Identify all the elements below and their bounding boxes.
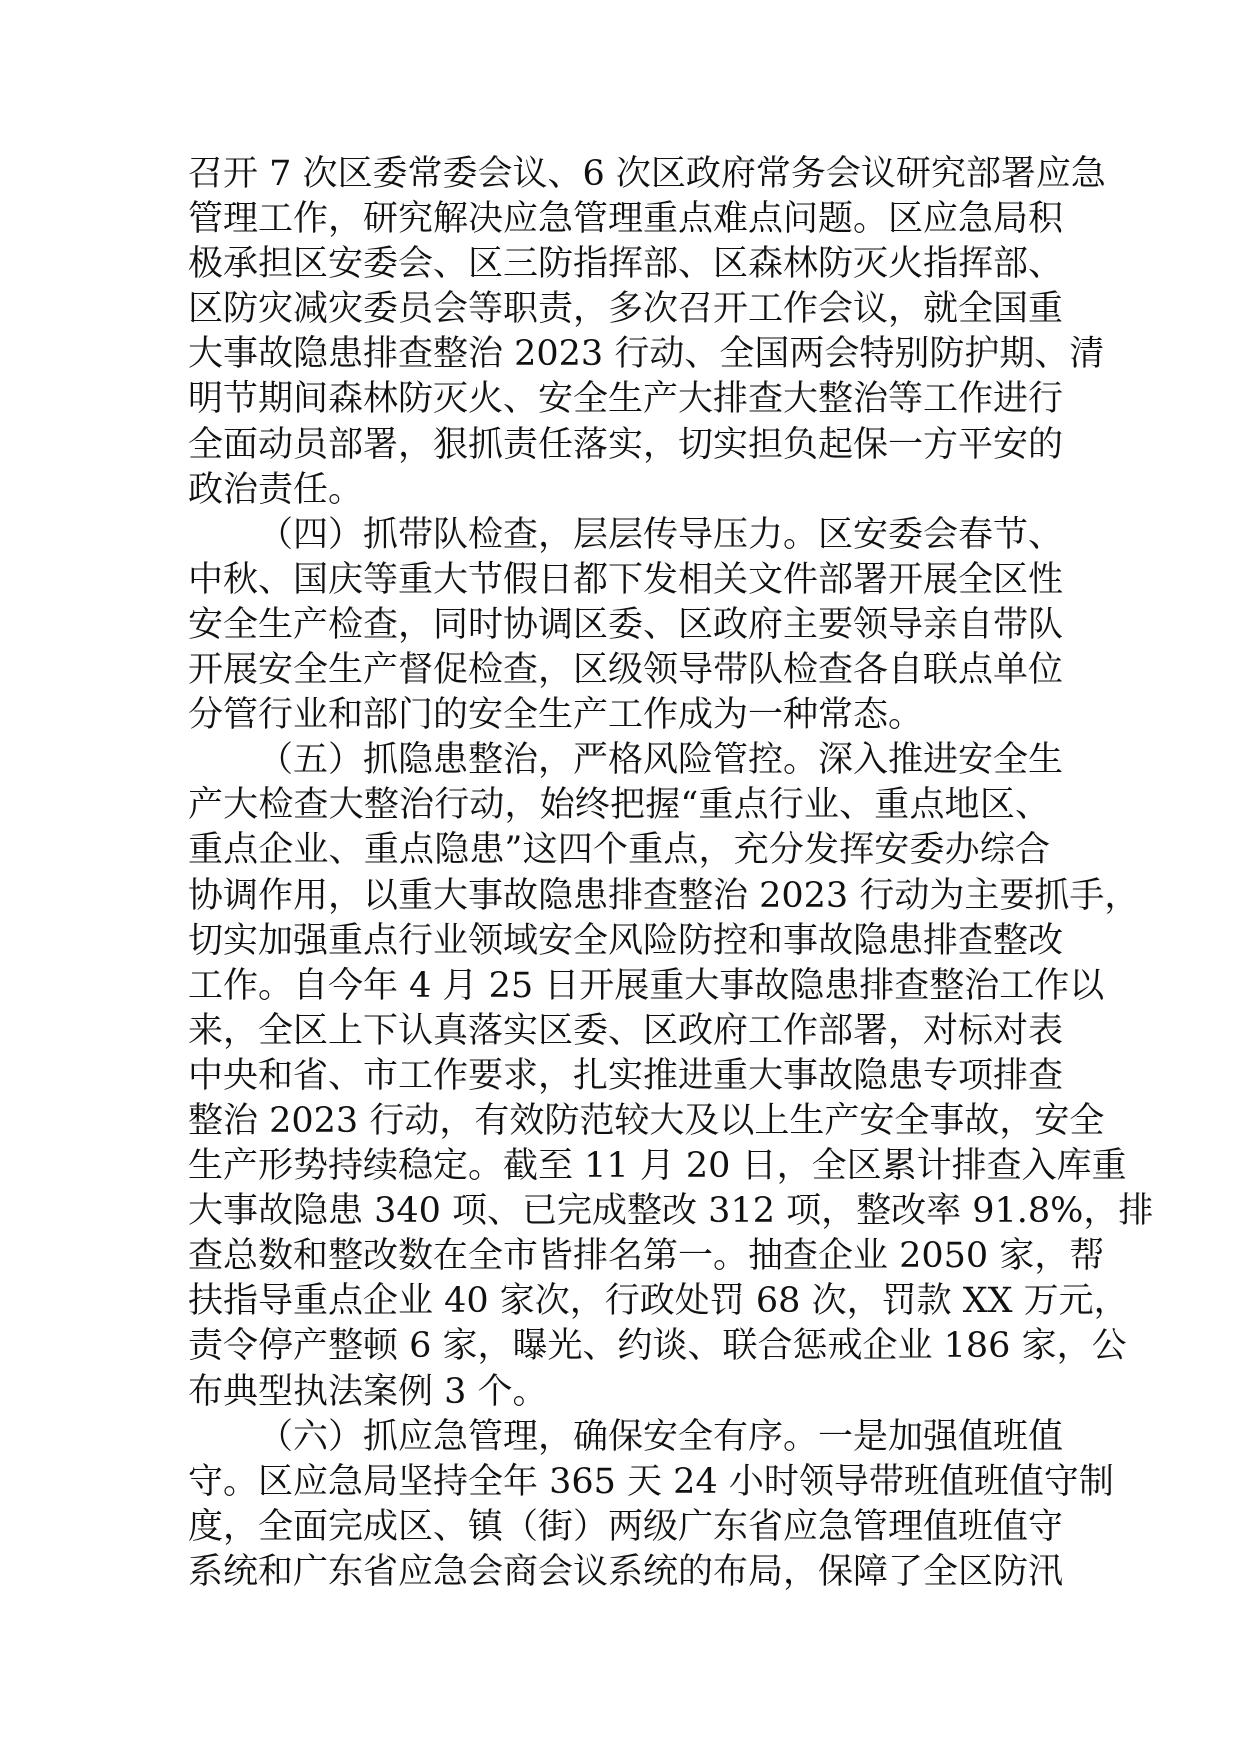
text-line: 安全生产检查，同时协调区委、区政府主要领导亲自带队 <box>188 604 1064 645</box>
text-line: 重点企业、重点隐患”这四个重点，充分发挥安委办综合 <box>188 830 1050 871</box>
text-line: 全面动员部署，狠抓责任落实，切实担负起保一方平安的 <box>188 424 1064 465</box>
text-line: 布典型执法案例 3 个。 <box>188 1371 548 1412</box>
text-line: 切实加强重点行业领域安全风险防控和事故隐患排查整改 <box>188 920 1064 961</box>
text-line: 政治责任。 <box>188 469 364 510</box>
text-line: 度，全面完成区、镇（街）两级广东省应急管理值班值守 <box>188 1506 1064 1547</box>
section-heading-line: （六）抓应急管理，确保安全有序。一是加强值班值 <box>258 1416 1064 1457</box>
text-line: 中央和省、市工作要求，扎实推进重大事故隐患专项排查 <box>188 1055 1064 1096</box>
text-line: 系统和广东省应急会商会议系统的布局，保障了全区防汛 <box>188 1551 1064 1592</box>
text-line: 产大检查大整治行动，始终把握“重点行业、重点地区、 <box>188 785 1050 826</box>
paragraph-section-4-inspections <box>188 513 1064 738</box>
text-line: 守。区应急局坚持全年 365 天 24 小时领导带班值班值守制 <box>188 1461 1114 1502</box>
text-line: 来，全区上下认真落实区委、区政府工作部署，对标对表 <box>188 1010 1064 1051</box>
text-line: 中秋、国庆等重大节假日都下发相关文件部署开展全区性 <box>188 559 1064 600</box>
text-line: 工作。自今年 4 月 25 日开展重大事故隐患排查整治工作以 <box>188 965 1105 1006</box>
text-line: 整治 2023 行动，有效防范较大及以上生产安全事故，安全 <box>188 1100 1105 1141</box>
text-line: 区防灾减灾委员会等职责，多次召开工作会议，就全国重 <box>188 289 1064 330</box>
paragraph-section-5-hazard-rectification <box>188 738 1154 1414</box>
text-line: 开展安全生产督促检查，区级领导带队检查各自联点单位 <box>188 650 1064 691</box>
text-line: 查总数和整改数在全市皆排名第一。抽查企业 2050 家，帮 <box>188 1236 1105 1277</box>
section-heading-line: （四）抓带队检查，层层传导压力。区安委会春节、 <box>258 514 1064 555</box>
paragraph-section-6-emergency-management <box>188 1415 1114 1595</box>
paragraph-work-meetings <box>188 152 1106 513</box>
text-line: 责令停产整顿 6 家，曝光、约谈、联合惩戒企业 186 家，公 <box>188 1326 1127 1367</box>
text-line: 扶指导重点企业 40 家次，行政处罚 68 次，罚款 XX 万元， <box>188 1281 1129 1322</box>
text-line: 协调作用，以重大事故隐患排查整治 2023 行动为主要抓手， <box>188 875 1140 916</box>
text-line: 极承担区安委会、区三防指挥部、区森林防灭火指挥部、 <box>188 244 1064 285</box>
text-line: 大事故隐患 340 项、已完成整改 312 项，整改率 91.8%，排 <box>188 1191 1154 1232</box>
text-line: 明节期间森林防灭火、安全生产大排查大整治等工作进行 <box>188 379 1064 420</box>
document-body <box>188 152 1154 1595</box>
text-line: 管理工作，研究解决应急管理重点难点问题。区应急局积 <box>188 199 1064 240</box>
text-line: 召开 7 次区委常委会议、6 次区政府常务会议研究部署应急 <box>188 154 1106 194</box>
text-line: 生产形势持续稳定。截至 11 月 20 日，全区累计排查入库重 <box>188 1146 1127 1187</box>
text-line: 大事故隐患排查整治 2023 行动、全国两会特别防护期、清 <box>188 334 1105 375</box>
text-line: 分管行业和部门的安全生产工作成为一种常态。 <box>188 695 924 736</box>
section-heading-line: （五）抓隐患整治，严格风险管控。深入推进安全生 <box>258 740 1064 781</box>
